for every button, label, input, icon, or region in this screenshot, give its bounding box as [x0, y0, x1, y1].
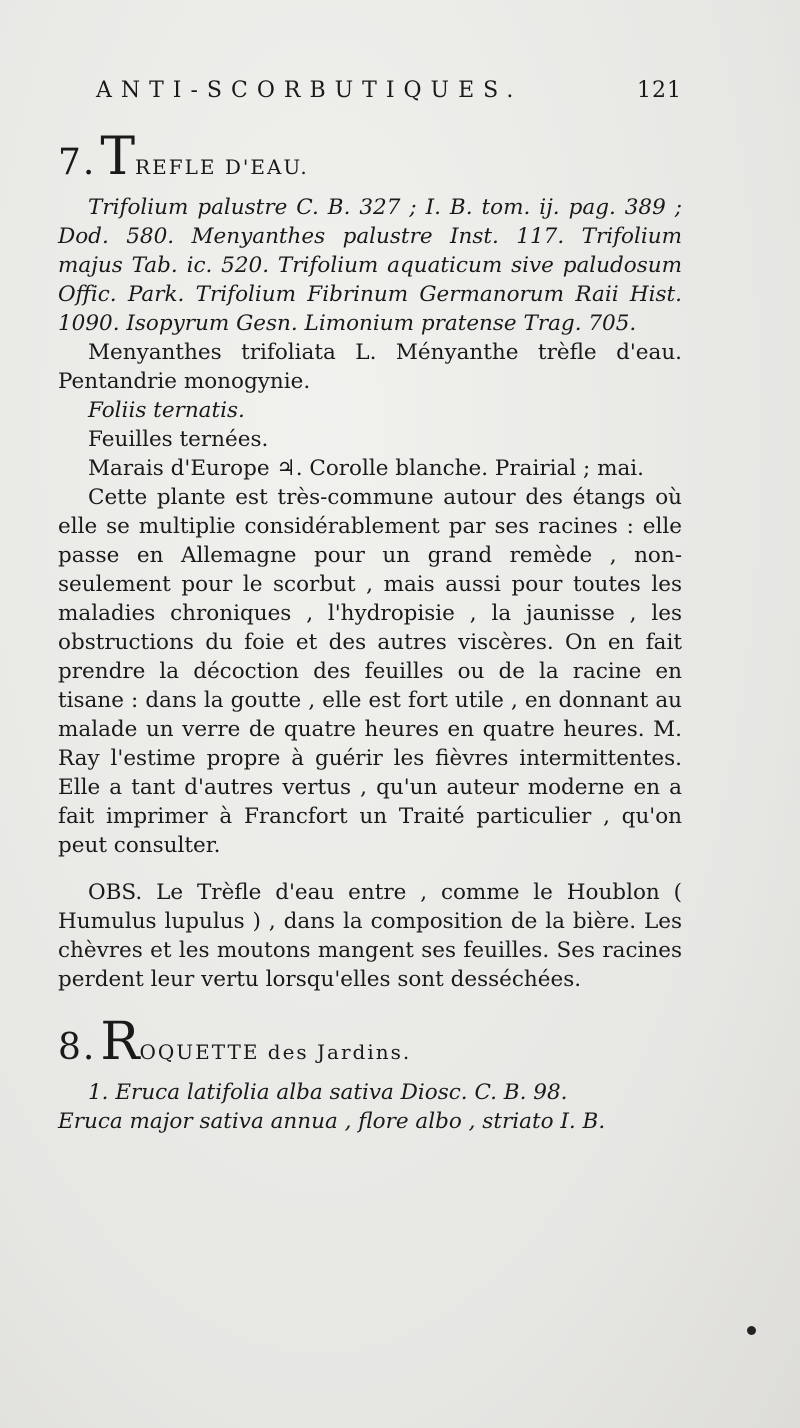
entry-7-title: REFLE D'EAU. [135, 155, 309, 179]
running-head [96, 78, 682, 103]
entry-8-title: OQUETTE des Jardins. [139, 1040, 412, 1064]
entry-7-number: 7. [58, 142, 97, 183]
entry-7-observation: OBS. Le Trèfle d'eau entre , comme le Houblon ( Humulus lupulus ) , dans la composition de la bière. Les chèvres et les moutons mangent ses feuilles. Ses racines perdent leur vertu lorsqu'elles sont desséchées. [58, 880, 682, 992]
entry-7-synonyms: Trifolium palustre C. B. 327 ; I. B. tom. ij. pag. 389 ; Dod. 580. Menyanthes palustre Inst. 117. Trifolium majus Tab. ic. 520. Trifolium aquaticum sive paludosum Offic. Park. Trifolium Fibrinum Germanorum Raii Hist. 1090. Isopyrum Gesn. Limonium pratense Trag. 705. [58, 195, 682, 336]
entry-8-initial: R [100, 1012, 140, 1072]
running-title: ANTI-SCORBUTIQUES. [96, 78, 523, 103]
entry-8-number: 8. [58, 1027, 97, 1068]
entry-8-synonym-2: Eruca major sativa annua , flore albo , striato I. B. [58, 1109, 606, 1134]
entry-7-body: Cette plante est très-commune autour des étangs où elle se multiplie considérablement par ses racines : elle passe en Allemagne pour un grand remède , non-seulement pour le scorbut , mais aussi pour toutes les maladies chroniques , l'hydropisie , la jaunisse , les obstructions du foie et des autres viscères. On en fait prendre la décoction des feuilles ou de la racine en tisane : dans la goutte , elle est fort utile , en donnant au malade un verre de quatre heures en quatre heures. M. Ray l'estime propre à guérir les fièvres intermittentes. Elle a tant d'autres vertus , qu'un auteur moderne en a fait imprimer à Francfort un Traité particulier , qu'on peut consulter. [58, 485, 682, 858]
entry-8-synonym-1: 1. Eruca latifolia alba sativa Diosc. C. B. 98. [88, 1080, 568, 1105]
entry-7-linnaean-name: Menyanthes trifoliata L. Ményanthe trèfle d'eau. Pentandrie monogynie. [58, 340, 682, 394]
entry-8-heading [58, 1012, 682, 1072]
entry-7-initial: T [100, 127, 136, 187]
entry-7-heading [58, 127, 682, 187]
entry-7-habitat: Marais d'Europe ♃. Corolle blanche. Prairial ; mai. [88, 456, 644, 481]
entry-7-feuilles: Feuilles ternées. [88, 427, 269, 452]
entry-7-foliis: Foliis ternatis. [88, 398, 245, 423]
ink-spot [747, 1326, 756, 1335]
page-number: 121 [637, 78, 682, 103]
